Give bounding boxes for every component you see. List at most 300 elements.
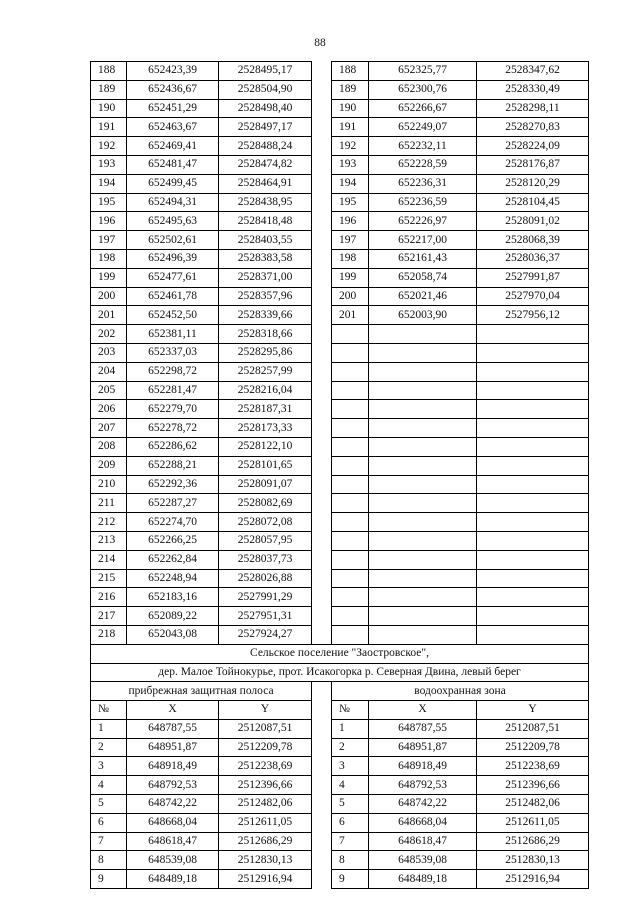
table-row [91,738,589,757]
right-x-coordinate: 648787,55 [369,719,477,738]
right-point-number: 7 [332,832,369,851]
left-point-number: 208 [91,437,127,456]
right-x-coordinate [369,475,477,494]
left-point-number: 188 [91,62,127,81]
left-y-coordinate: 2528339,66 [219,306,312,325]
left-point-number: 211 [91,494,127,513]
left-point-number: 8 [91,851,127,870]
left-point-number: 192 [91,137,127,156]
right-x-coordinate: 648951,87 [369,738,477,757]
left-y-coordinate: 2528122,10 [219,437,312,456]
right-x-coordinate: 648742,22 [369,795,477,814]
right-x-coordinate [369,531,477,550]
left-y-coordinate: 2528504,90 [219,80,312,99]
column-gap [312,513,332,532]
right-point-number: 192 [332,137,369,156]
left-point-number: 216 [91,588,127,607]
left-point-number: 217 [91,607,127,626]
table-row [91,193,589,212]
left-point-number: 3 [91,757,127,776]
right-point-number [332,607,369,626]
table-row [91,625,589,644]
location-title: дер. Малое Тойнокурье, прот. Исакогорка р. Северная Двина, левый берег [91,663,589,682]
right-point-number: 3 [332,757,369,776]
right-x-coordinate [369,494,477,513]
section-header [91,644,589,719]
right-y-coordinate: 2512611,05 [477,813,589,832]
left-y-coordinate: 2528488,24 [219,137,312,156]
left-y-coordinate: 2528057,95 [219,531,312,550]
left-y-coordinate: 2528438,95 [219,193,312,212]
right-x-coordinate [369,400,477,419]
left-x-coordinate: 652043,08 [127,625,219,644]
left-x-coordinate: 652502,61 [127,231,219,250]
left-point-number: 4 [91,776,127,795]
left-point-number: 197 [91,231,127,250]
column-gap [312,249,332,268]
column-gap [312,607,332,626]
right-point-number: 6 [332,813,369,832]
left-point-number: 199 [91,268,127,287]
left-x-coordinate: 652469,41 [127,137,219,156]
right-point-number: 196 [332,212,369,231]
table-row [91,419,589,438]
column-gap [312,813,332,832]
right-y-coordinate: 2512087,51 [477,719,589,738]
left-x-coordinate: 652423,39 [127,62,219,81]
left-point-number: 1 [91,719,127,738]
right-y-coordinate [477,588,589,607]
left-y-coordinate: 2528072,08 [219,513,312,532]
column-gap [312,174,332,193]
left-col-y: Y [219,701,312,720]
right-x-coordinate: 648792,53 [369,776,477,795]
right-y-coordinate [477,494,589,513]
right-col-no: № [332,701,369,720]
left-x-coordinate: 652089,22 [127,607,219,626]
left-y-coordinate: 2512482,06 [219,795,312,814]
right-y-coordinate: 2512396,66 [477,776,589,795]
table-row [91,212,589,231]
right-y-coordinate: 2528104,45 [477,193,589,212]
left-point-number: 6 [91,813,127,832]
column-gap [312,306,332,325]
left-col-no: № [91,701,127,720]
bottom-coordinate-rows [91,719,589,888]
column-gap [312,851,332,870]
column-gap [312,701,332,720]
left-point-number: 200 [91,287,127,306]
right-point-number: 197 [332,231,369,250]
column-gap [312,287,332,306]
right-x-coordinate: 652161,43 [369,249,477,268]
column-gap [312,475,332,494]
column-gap [312,362,332,381]
left-x-coordinate: 648918,49 [127,757,219,776]
right-y-coordinate: 2512238,69 [477,757,589,776]
right-point-number: 188 [332,62,369,81]
right-x-coordinate [369,456,477,475]
right-x-coordinate: 652003,90 [369,306,477,325]
left-y-coordinate: 2512238,69 [219,757,312,776]
table-row [91,174,589,193]
table-row [91,118,589,137]
column-gap [312,231,332,250]
left-y-coordinate: 2528082,69 [219,494,312,513]
right-y-coordinate: 2528068,39 [477,231,589,250]
left-x-coordinate: 652337,03 [127,343,219,362]
left-point-number: 5 [91,795,127,814]
left-point-number: 212 [91,513,127,532]
right-x-coordinate [369,381,477,400]
right-x-coordinate [369,550,477,569]
right-x-coordinate [369,419,477,438]
left-x-coordinate: 648539,08 [127,851,219,870]
column-gap [312,870,332,889]
table-row [91,381,589,400]
column-gap [312,80,332,99]
right-y-coordinate [477,550,589,569]
left-point-number: 190 [91,99,127,118]
right-x-coordinate [369,625,477,644]
left-x-coordinate: 652286,62 [127,437,219,456]
left-point-number: 207 [91,419,127,438]
table-row [91,249,589,268]
table-row [91,80,589,99]
column-gap [312,343,332,362]
right-y-coordinate: 2528036,37 [477,249,589,268]
column-gap [312,193,332,212]
table-row [91,719,589,738]
right-y-coordinate: 2528270,83 [477,118,589,137]
right-point-number [332,343,369,362]
table-row [91,99,589,118]
right-point-number: 200 [332,287,369,306]
left-y-coordinate: 2527924,27 [219,625,312,644]
column-gap [312,738,332,757]
left-point-number: 210 [91,475,127,494]
right-y-coordinate: 2512686,29 [477,832,589,851]
left-y-coordinate: 2512830,13 [219,851,312,870]
right-y-coordinate: 2512482,06 [477,795,589,814]
right-point-number: 193 [332,155,369,174]
right-x-coordinate: 652325,77 [369,62,477,81]
right-point-number: 8 [332,851,369,870]
right-y-coordinate [477,475,589,494]
left-point-number: 201 [91,306,127,325]
left-y-coordinate: 2528091,07 [219,475,312,494]
right-x-coordinate: 648539,08 [369,851,477,870]
right-y-coordinate: 2528120,29 [477,174,589,193]
right-x-coordinate [369,325,477,344]
right-point-number: 195 [332,193,369,212]
left-x-coordinate: 648792,53 [127,776,219,795]
right-point-number: 9 [332,870,369,889]
right-point-number [332,437,369,456]
left-y-coordinate: 2528037,73 [219,550,312,569]
right-point-number: 199 [332,268,369,287]
column-gap [312,137,332,156]
page-number: 88 [314,37,326,49]
left-y-coordinate: 2528216,04 [219,381,312,400]
right-point-number [332,550,369,569]
left-x-coordinate: 652266,25 [127,531,219,550]
right-y-coordinate: 2512830,13 [477,851,589,870]
left-y-coordinate: 2528357,96 [219,287,312,306]
column-gap [312,419,332,438]
right-point-number [332,400,369,419]
left-y-coordinate: 2528498,40 [219,99,312,118]
left-x-coordinate: 652481,47 [127,155,219,174]
table-row [91,475,589,494]
right-y-coordinate [477,569,589,588]
right-x-coordinate: 652217,00 [369,231,477,250]
column-gap [312,118,332,137]
left-x-coordinate: 652463,67 [127,118,219,137]
left-x-coordinate: 652278,72 [127,419,219,438]
column-gap [312,456,332,475]
right-point-number: 5 [332,795,369,814]
right-x-coordinate: 648618,47 [369,832,477,851]
table-row [91,231,589,250]
right-x-coordinate: 652228,59 [369,155,477,174]
right-x-coordinate: 648489,18 [369,870,477,889]
right-x-coordinate: 648668,04 [369,813,477,832]
left-x-coordinate: 648787,55 [127,719,219,738]
right-y-coordinate: 2512916,94 [477,870,589,889]
left-point-number: 218 [91,625,127,644]
left-y-coordinate: 2528497,17 [219,118,312,137]
left-y-coordinate: 2528295,86 [219,343,312,362]
column-gap [312,155,332,174]
left-y-coordinate: 2528101,65 [219,456,312,475]
right-y-coordinate: 2527956,12 [477,306,589,325]
right-y-coordinate [477,381,589,400]
table-row [91,456,589,475]
table-row [91,362,589,381]
table-row [91,62,589,81]
right-y-coordinate [477,513,589,532]
right-point-number: 1 [332,719,369,738]
right-y-coordinate: 2528176,87 [477,155,589,174]
table-row [91,588,589,607]
right-x-coordinate: 652266,67 [369,99,477,118]
right-x-coordinate [369,343,477,362]
left-point-number: 204 [91,362,127,381]
right-point-number: 191 [332,118,369,137]
left-point-number: 196 [91,212,127,231]
left-x-coordinate: 652494,31 [127,193,219,212]
left-point-number: 191 [91,118,127,137]
left-x-coordinate: 652274,70 [127,513,219,532]
column-gap [312,381,332,400]
column-gap [312,99,332,118]
left-y-coordinate: 2528026,88 [219,569,312,588]
left-y-coordinate: 2512916,94 [219,870,312,889]
left-point-number: 215 [91,569,127,588]
right-x-coordinate: 652232,11 [369,137,477,156]
table-row [91,550,589,569]
column-gap [312,400,332,419]
left-point-number: 7 [91,832,127,851]
column-gap [312,494,332,513]
right-y-coordinate [477,607,589,626]
left-point-number: 206 [91,400,127,419]
left-x-coordinate: 648668,04 [127,813,219,832]
table-row [91,343,589,362]
right-x-coordinate: 652300,76 [369,80,477,99]
right-x-coordinate: 652236,59 [369,193,477,212]
right-y-coordinate [477,325,589,344]
left-x-coordinate: 652496,39 [127,249,219,268]
column-gap [312,832,332,851]
right-y-coordinate: 2528330,49 [477,80,589,99]
right-point-number [332,625,369,644]
left-x-coordinate: 652262,84 [127,550,219,569]
right-point-number [332,588,369,607]
left-point-number: 2 [91,738,127,757]
right-y-coordinate: 2512209,78 [477,738,589,757]
table-row [91,832,589,851]
table-row [91,287,589,306]
right-y-coordinate: 2527970,04 [477,287,589,306]
left-y-coordinate: 2528495,17 [219,62,312,81]
table-row [91,795,589,814]
left-x-coordinate: 652499,45 [127,174,219,193]
right-point-number [332,475,369,494]
left-point-number: 209 [91,456,127,475]
right-point-number: 194 [332,174,369,193]
right-col-x: X [369,701,477,720]
column-gap [312,325,332,344]
left-y-coordinate: 2527991,29 [219,588,312,607]
right-point-number [332,325,369,344]
right-point-number [332,419,369,438]
left-point-number: 202 [91,325,127,344]
left-point-number: 189 [91,80,127,99]
right-x-coordinate [369,607,477,626]
table-row [91,437,589,456]
table-row [91,813,589,832]
right-y-coordinate: 2528347,62 [477,62,589,81]
column-gap [312,437,332,456]
left-x-coordinate: 648742,22 [127,795,219,814]
right-x-coordinate [369,437,477,456]
left-point-number: 194 [91,174,127,193]
column-gap [312,212,332,231]
right-x-coordinate: 648918,49 [369,757,477,776]
table-row [91,155,589,174]
table-row [91,607,589,626]
column-gap [312,550,332,569]
right-point-number [332,362,369,381]
table-row [91,306,589,325]
column-gap [312,569,332,588]
right-y-coordinate [477,437,589,456]
left-point-number: 214 [91,550,127,569]
left-x-coordinate: 652452,50 [127,306,219,325]
left-y-coordinate: 2512396,66 [219,776,312,795]
right-point-number [332,381,369,400]
right-col-y: Y [477,701,589,720]
left-y-coordinate: 2527951,31 [219,607,312,626]
left-x-coordinate: 652436,67 [127,80,219,99]
left-x-coordinate: 652477,61 [127,268,219,287]
left-point-number: 203 [91,343,127,362]
right-x-coordinate [369,569,477,588]
right-y-coordinate [477,531,589,550]
left-col-x: X [127,701,219,720]
column-gap [312,268,332,287]
left-point-number: 195 [91,193,127,212]
right-y-coordinate: 2528298,11 [477,99,589,118]
right-x-coordinate: 652021,46 [369,287,477,306]
right-x-coordinate [369,588,477,607]
left-y-coordinate: 2528257,99 [219,362,312,381]
left-x-coordinate: 648489,18 [127,870,219,889]
left-y-coordinate: 2528464,91 [219,174,312,193]
right-point-number [332,456,369,475]
left-x-coordinate: 652461,78 [127,287,219,306]
table-row [91,851,589,870]
right-point-number [332,531,369,550]
top-coordinate-rows [91,62,589,645]
right-y-coordinate [477,456,589,475]
left-y-coordinate: 2528474,82 [219,155,312,174]
left-x-coordinate: 648618,47 [127,832,219,851]
left-x-coordinate: 652298,72 [127,362,219,381]
left-y-coordinate: 2528371,00 [219,268,312,287]
right-point-number: 2 [332,738,369,757]
right-point-number: 201 [332,306,369,325]
column-gap [312,531,332,550]
right-x-coordinate: 652236,31 [369,174,477,193]
table-row [91,513,589,532]
table-row [91,325,589,344]
left-y-coordinate: 2528418,48 [219,212,312,231]
left-x-coordinate: 652183,16 [127,588,219,607]
column-gap [312,682,332,701]
left-x-coordinate: 652451,29 [127,99,219,118]
left-x-coordinate: 648951,87 [127,738,219,757]
left-point-number: 9 [91,870,127,889]
left-x-coordinate: 652292,36 [127,475,219,494]
right-y-coordinate [477,362,589,381]
column-gap [312,62,332,81]
coordinates-table [90,61,589,889]
left-y-coordinate: 2528173,33 [219,419,312,438]
left-x-coordinate: 652381,11 [127,325,219,344]
right-x-coordinate [369,513,477,532]
right-y-coordinate [477,400,589,419]
left-point-number: 205 [91,381,127,400]
left-zone-title: прибрежная защитная полоса [91,682,312,701]
left-x-coordinate: 652495,63 [127,212,219,231]
left-y-coordinate: 2528403,55 [219,231,312,250]
left-y-coordinate: 2512209,78 [219,738,312,757]
column-gap [312,625,332,644]
left-x-coordinate: 652279,70 [127,400,219,419]
right-point-number [332,494,369,513]
left-x-coordinate: 652287,27 [127,494,219,513]
right-x-coordinate [369,362,477,381]
table-row [91,137,589,156]
table-row [91,776,589,795]
left-y-coordinate: 2512611,05 [219,813,312,832]
right-x-coordinate: 652226,97 [369,212,477,231]
left-x-coordinate: 652281,47 [127,381,219,400]
table-row [91,268,589,287]
